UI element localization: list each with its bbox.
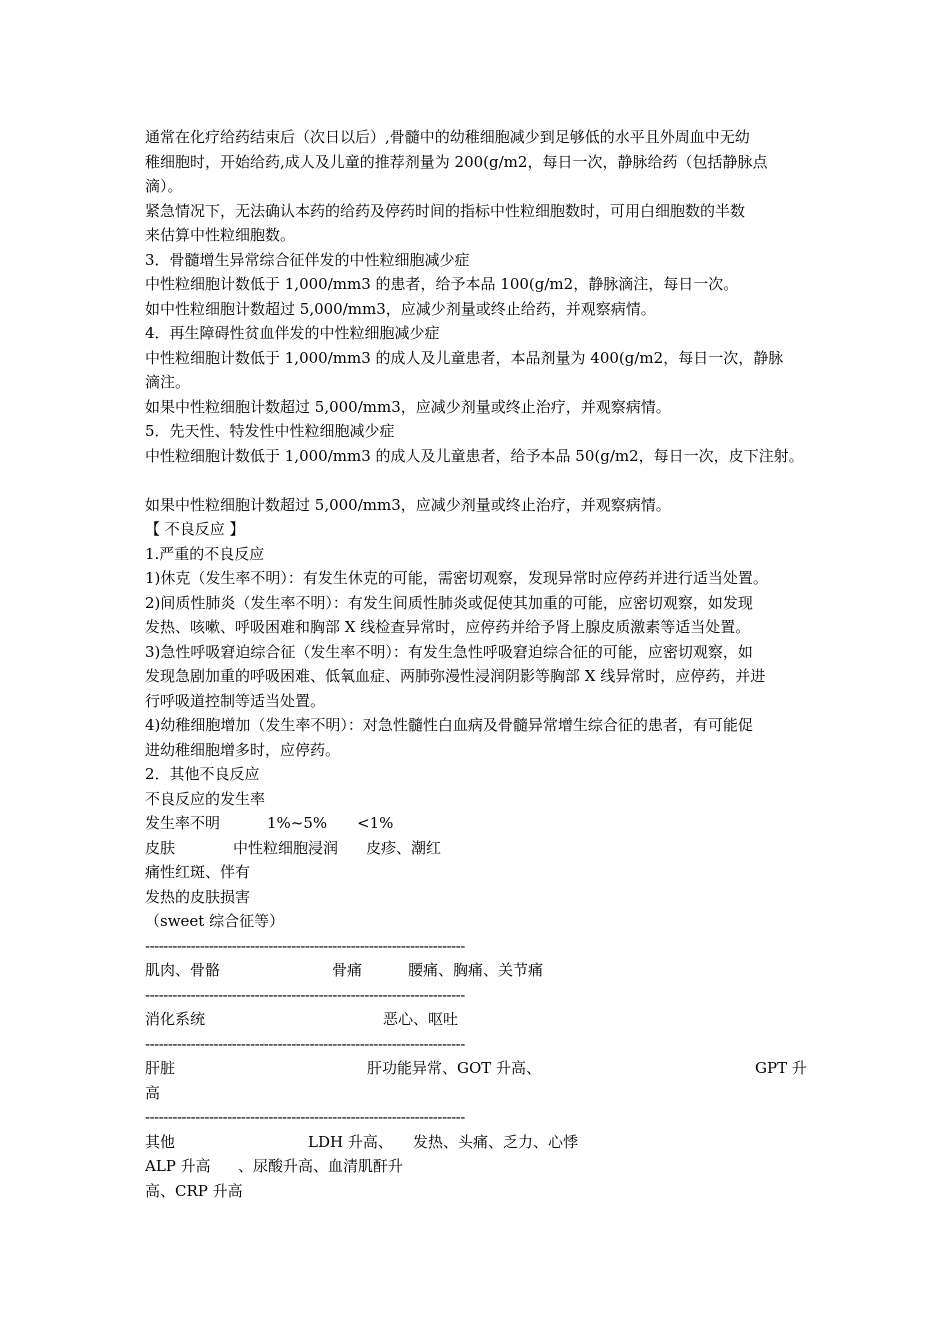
paragraph-line: 1)休克（发生率不明）：有发生休克的可能，需密切观察，发现异常时应停药并进行适当处置。 <box>145 569 768 587</box>
table-divider: ---------------------------------------------------------------------- <box>145 936 465 955</box>
section-title: 3．骨髓增生异常综合征伴发的中性粒细胞减少症 <box>145 250 470 269</box>
table-divider: ---------------------------------------------------------------------- <box>145 985 465 1004</box>
table-row <box>145 836 825 861</box>
paragraph-line: 滴注。 <box>145 373 191 391</box>
table-row <box>145 1007 825 1032</box>
document-body <box>145 125 825 1203</box>
table-cell-continuation: （sweet 综合征等） <box>145 912 285 930</box>
table-cell: 腰痛、胸痛、关节痛 <box>408 961 544 979</box>
table-cell: 、尿酸升高、血清肌酐升 <box>238 1157 404 1175</box>
header-cell: 1%~5% <box>267 814 328 832</box>
table-cell: 骨痛 <box>332 961 363 979</box>
table-cell: 肝功能异常、GOT 升高、 <box>367 1059 542 1077</box>
paragraph-line: 来估算中性粒细胞数。 <box>145 226 296 244</box>
paragraph-line: 稚细胞时，开始给药,成人及儿童的推荐剂量为 200(g/m2，每日一次，静脉给药（包括静脉点 <box>145 152 768 171</box>
section-title: 4．再生障碍性贫血伴发的中性粒细胞减少症 <box>145 324 440 342</box>
table-cell: 中性粒细胞浸润 <box>233 838 339 857</box>
adverse-heading: 【 不良反应 】 <box>145 520 245 538</box>
table-divider: ---------------------------------------------------------------------- <box>145 1034 465 1053</box>
header-cell: 发生率不明 <box>145 814 221 832</box>
paragraph-line: 2)间质性肺炎（发生率不明）：有发生间质性肺炎或促使其加重的可能，应密切观察，如发现 <box>145 593 753 612</box>
paragraph-line: 通常在化疗给药结束后（次日以后）,骨髓中的幼稚细胞减少到足够低的水平且外周血中无幼 <box>145 128 750 146</box>
paragraph-line: 中性粒细胞计数低于 1,000/mm3 的成人及儿童患者，给予本品 50(g/m2，每日一次，皮下注射。 <box>145 446 804 465</box>
paragraph-line: 发热、咳嗽、呼吸困难和胸部 X 线检查异常时，应停药并给予肾上腺皮质激素等适当处置。 <box>145 618 751 636</box>
table-cell: 恶心、呕吐 <box>383 1010 459 1028</box>
table-row <box>145 1130 825 1155</box>
paragraph-line: 如中性粒细胞计数超过 5,000/mm3，应减少剂量或终止给药，并观察病情。 <box>145 299 656 318</box>
paragraph-line: 滴）。 <box>145 177 183 195</box>
paragraph-line: 中性粒细胞计数低于 1,000/mm3 的成人及儿童患者，本品剂量为 400(g/m2，每日一次，静脉 <box>145 348 784 367</box>
paragraph-line: 如果中性粒细胞计数超过 5,000/mm3，应减少剂量或终止治疗，并观察病情。 <box>145 495 671 514</box>
table-cell: GPT 升 <box>755 1059 807 1077</box>
blank-line <box>145 468 825 493</box>
paragraph-line: 紧急情况下，无法确认本药的给药及停药时间的指标中性粒细胞数时，可用白细胞数的半数 <box>145 201 746 220</box>
paragraph-line: 中性粒细胞计数低于 1,000/mm3 的患者，给予本品 100(g/m2，静脉滴注，每日一次。 <box>145 275 739 293</box>
table-cell-continuation <box>145 1154 825 1179</box>
table-cell: 发热、头痛、乏力、心悸 <box>413 1132 579 1151</box>
table-cell-continuation: 高、CRP 升高 <box>145 1181 243 1200</box>
table-cell: 皮疹、潮红 <box>366 838 442 857</box>
section-title: 1.严重的不良反应 <box>145 544 265 563</box>
paragraph-line: 进幼稚细胞增多时，应停药。 <box>145 740 341 759</box>
paragraph-line: 4)幼稚细胞增加（发生率不明）：对急性髓性白血病及骨髓异常增生综合征的患者，有可能促 <box>145 716 753 734</box>
row-label: 皮肤 <box>145 838 176 857</box>
table-row <box>145 958 825 983</box>
row-label: 肌肉、骨骼 <box>145 961 221 979</box>
paragraph-line: 3)急性呼吸窘迫综合征（发生率不明）：有发生急性呼吸窘迫综合征的可能，应密切观察，如 <box>145 642 753 661</box>
row-label: 消化系统 <box>145 1010 206 1028</box>
table-cell-continuation: 发热的皮肤损害 <box>145 887 251 906</box>
paragraph-line: 如果中性粒细胞计数超过 5,000/mm3，应减少剂量或终止治疗，并观察病情。 <box>145 397 671 416</box>
table-cell-continuation: 高 <box>145 1083 161 1102</box>
table-cell-continuation: 痛性红斑、伴有 <box>145 863 251 881</box>
row-label: 其他 <box>145 1132 176 1151</box>
paragraph-line: 发现急剧加重的呼吸困难、低氧血症、两肺弥漫性浸润阴影等胸部 X 线异常时，应停药，并进 <box>145 667 766 685</box>
section-title: 2．其他不良反应 <box>145 765 260 783</box>
table-divider: ---------------------------------------------------------------------- <box>145 1108 465 1126</box>
table-cell: ALP 升高 <box>145 1157 211 1175</box>
paragraph-line: 行呼吸道控制等适当处置。 <box>145 691 326 710</box>
section-title: 5．先天性、特发性中性粒细胞减少症 <box>145 422 395 440</box>
table-header-row <box>145 811 825 836</box>
header-cell: <1% <box>357 814 394 832</box>
table-row <box>145 1056 825 1081</box>
row-label: 肝脏 <box>145 1059 176 1077</box>
table-title: 不良反应的发生率 <box>145 789 266 808</box>
table-cell: LDH 升高、 <box>308 1132 393 1151</box>
